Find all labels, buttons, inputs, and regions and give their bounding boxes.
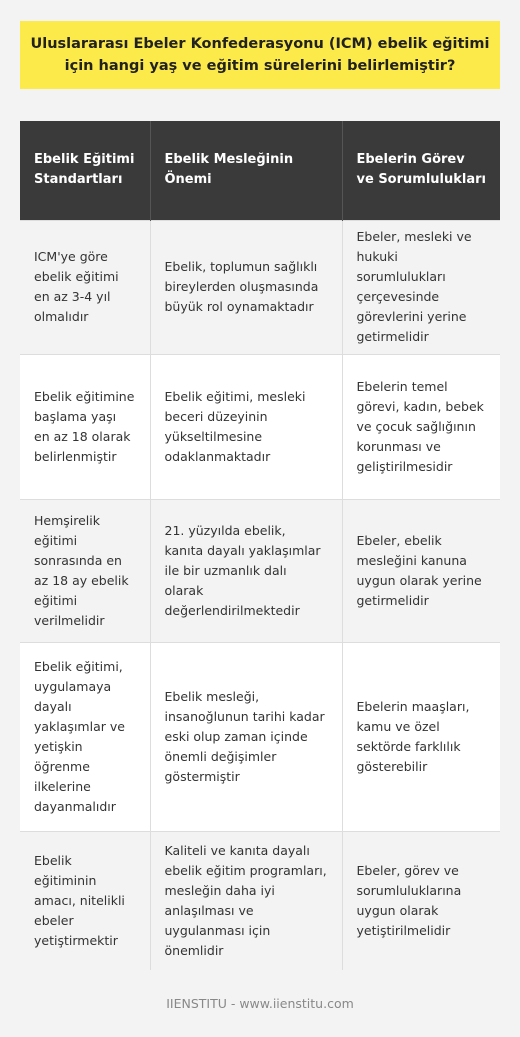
- table-cell: Ebelik, toplumun sağlıklı bireylerden oluşmasında büyük rol oynamaktadır: [150, 220, 342, 354]
- footer-credit: IIENSTITU - www.iienstitu.com: [166, 996, 354, 1011]
- column-header-importance: Ebelik Mesleğinin Önemi: [150, 121, 342, 220]
- table-cell: Ebelik eğitimi, uygulamaya dayalı yaklaşımlar ve yetişkin öğrenme ilkelerine dayanmalıdır: [20, 642, 150, 831]
- table-cell: Ebelerin temel görevi, kadın, bebek ve çocuk sağlığının korunması ve geliştirilmesidir: [342, 354, 500, 499]
- table-cell: Ebelik eğitimine başlama yaşı en az 18 olarak belirlenmiştir: [20, 354, 150, 499]
- table-cell: Ebelik eğitiminin amacı, nitelikli ebeler yetiştirmektir: [20, 831, 150, 970]
- page-title: Uluslararası Ebeler Konfederasyonu (ICM) ebelik eğitimi için hangi yaş ve eğitim sürelerini belirlemiştir?: [30, 36, 490, 74]
- table-row: [20, 220, 500, 354]
- table-row: [20, 354, 500, 499]
- table-cell: 21. yüzyılda ebelik, kanıta dayalı yaklaşımlar ile bir uzmanlık dalı olarak değerlendirilmektedir: [150, 499, 342, 642]
- table-cell: Kaliteli ve kanıta dayalı ebelik eğitim programları, mesleğin daha iyi anlaşılması ve uygulanması için önemlidir: [150, 831, 342, 970]
- table-cell: Ebelik eğitimi, mesleki beceri düzeyinin yükseltilmesine odaklanmaktadır: [150, 354, 342, 499]
- table-row: [20, 831, 500, 970]
- table-cell: Ebelerin maaşları, kamu ve özel sektörde farklılık gösterebilir: [342, 642, 500, 831]
- table-cell: Ebeler, ebelik mesleğini kanuna uygun olarak yerine getirmelidir: [342, 499, 500, 642]
- title-banner: [20, 21, 500, 89]
- table-cell: Ebeler, mesleki ve hukuki sorumlulukları çerçevesinde görevlerini yerine getirmelidir: [342, 220, 500, 354]
- table-cell: Ebelik mesleği, insanoğlunun tarihi kadar eski olup zaman içinde önemli değişimler göstermiştir: [150, 642, 342, 831]
- table-cell: Hemşirelik eğitimi sonrasında en az 18 ay ebelik eğitimi verilmelidir: [20, 499, 150, 642]
- column-header-duties: Ebelerin Görev ve Sorumlulukları: [342, 121, 500, 220]
- table-row: [20, 642, 500, 831]
- column-header-standards: Ebelik Eğitimi Standartları: [20, 121, 150, 220]
- table-header-row: [20, 121, 500, 220]
- info-table: [20, 121, 500, 970]
- table-cell: Ebeler, görev ve sorumluluklarına uygun olarak yetiştirilmelidir: [342, 831, 500, 970]
- table-row: [20, 499, 500, 642]
- table-cell: ICM'ye göre ebelik eğitimi en az 3-4 yıl olmalıdır: [20, 220, 150, 354]
